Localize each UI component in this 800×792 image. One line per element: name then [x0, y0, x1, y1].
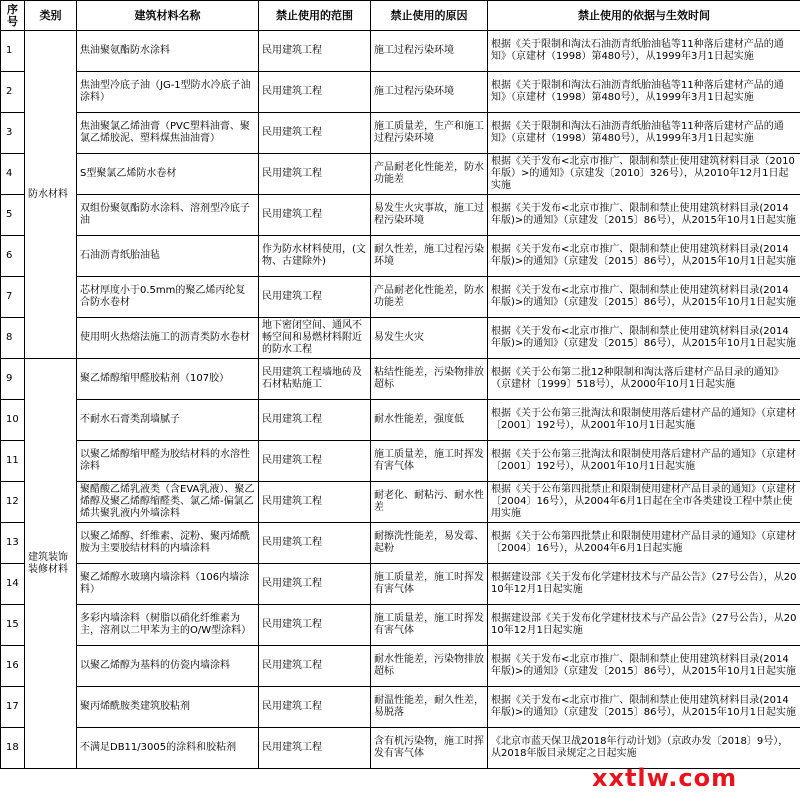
reason-cell: 耐老化、耐粘污、耐水性差 [371, 482, 488, 523]
scope-cell: 民用建筑工程 [259, 523, 371, 564]
material-name: 不满足DB11/3005的涂料和胶粘剂 [77, 728, 259, 769]
basis-cell: 根据《关于发布<北京市推广、限制和禁止使用建筑材料目录(2014年版)>的通知》（京建发〔2015〕86号），从2015年10月1日起实施 [488, 195, 800, 236]
basis-cell: 根据《关于限制和淘汰石油沥青纸胎油毡等11种落后建材产品的通知》（京建材（1998）第480号），从1999年3月1日起实施 [488, 72, 800, 113]
table-row [1, 482, 800, 523]
reason-cell: 耐温性能差，耐久性差，易脱落 [371, 687, 488, 728]
row-number: 1 [1, 31, 25, 72]
scope-cell: 民用建筑工程 [259, 605, 371, 646]
reason-cell: 施工质量差，施工时挥发有害气体 [371, 564, 488, 605]
table-row [1, 154, 800, 195]
table-row [1, 359, 800, 400]
basis-cell: 根据《关于公布第三批淘汰和限制使用落后建材产品的通知》（京建材〔2001〕192号），从2001年10月1日起实施 [488, 400, 800, 441]
reason-cell: 施工质量差，生产和施工过程污染环境 [371, 113, 488, 154]
material-name: 石油沥青纸胎油毡 [77, 236, 259, 277]
row-number: 12 [1, 482, 25, 523]
watermark-logo: xxtlw.com [592, 764, 738, 792]
row-number: 9 [1, 359, 25, 400]
header-category: 类别 [25, 1, 77, 31]
basis-cell: 根据《关于发布<北京市推广、限制和禁止使用建筑材料目录(2014年版)>的通知》（京建发〔2015〕86号），从2015年10月1日起实施 [488, 318, 800, 359]
table-row [1, 728, 800, 769]
material-name: 焦油聚氨酯防水涂料 [77, 31, 259, 72]
reason-cell: 易发生火灾 [371, 318, 488, 359]
row-number: 2 [1, 72, 25, 113]
table-row [1, 236, 800, 277]
material-name: 聚醋酸乙烯乳液类（含EVA乳液）、聚乙烯醇及聚乙烯醇缩醛类、氯乙烯-偏氯乙烯共聚乳液内外墙涂料 [77, 482, 259, 523]
material-name: 多彩内墙涂料（树脂以硝化纤维素为主，溶剂以二甲苯为主的O/W型涂料） [77, 605, 259, 646]
scope-cell: 民用建筑工程 [259, 687, 371, 728]
row-number: 4 [1, 154, 25, 195]
reason-cell: 施工过程污染环境 [371, 31, 488, 72]
table-row [1, 195, 800, 236]
scope-cell: 作为防水材料使用，(文物、古建除外) [259, 236, 371, 277]
reason-cell: 耐久性差，施工过程污染环境 [371, 236, 488, 277]
material-name: 不耐水石膏类刮墙腻子 [77, 400, 259, 441]
scope-cell: 民用建筑工程 [259, 195, 371, 236]
basis-cell: 根据《关于发布<北京市推广、限制和禁止使用建筑材料目录（2010年版）>的通知》（京建发〔2010〕326号），从2010年12月1日起实施 [488, 154, 800, 195]
table-row [1, 441, 800, 482]
basis-cell: 根据《关于限制和淘汰石油沥青纸胎油毡等11种落后建材产品的通知》（京建材（1998）第480号），从1999年3月1日起实施 [488, 31, 800, 72]
basis-cell: 根据《关于发布<北京市推广、限制和禁止使用建筑材料目录(2014年版)>的通知》（京建发〔2015〕86号），从2015年10月1日起实施 [488, 236, 800, 277]
basis-cell: 根据《关于公布第四批禁止和限制使用建材产品目录的通知》（京建材〔2004〕16号），从2004年6月1日起实施 [488, 523, 800, 564]
scope-cell: 民用建筑工程 [259, 113, 371, 154]
reason-cell: 耐擦洗性能差，易发霉、起粉 [371, 523, 488, 564]
scope-cell: 民用建筑工程 [259, 154, 371, 195]
header-row [1, 1, 800, 31]
row-number: 3 [1, 113, 25, 154]
basis-cell: 根据建设部《关于发布化学建材技术与产品公告》（27号公告），从2010年12月1日起实施 [488, 605, 800, 646]
table-row [1, 31, 800, 72]
scope-cell: 民用建筑工程 [259, 441, 371, 482]
scope-cell: 民用建筑工程 [259, 72, 371, 113]
table-row [1, 72, 800, 113]
row-number: 6 [1, 236, 25, 277]
basis-cell: 根据《关于发布<北京市推广、限制和禁止使用建筑材料目录(2014年版)>的通知》（京建发〔2015〕86号），从2015年10月1日起实施 [488, 646, 800, 687]
material-name: 聚乙烯醇缩甲醛胶粘剂（107胶） [77, 359, 259, 400]
reason-cell: 施工过程污染环境 [371, 72, 488, 113]
material-name: 焦油型冷底子油（JG-1型防水冷底子油涂料） [77, 72, 259, 113]
basis-cell: 根据《关于发布<北京市推广、限制和禁止使用建筑材料目录(2014年版)>的通知》（京建发〔2015〕86号），从2015年10月1日起实施 [488, 277, 800, 318]
header-material-name: 建筑材料名称 [77, 1, 259, 31]
material-name: 焦油聚氯乙烯油膏（PVC塑料油膏、聚氯乙烯胶泥、塑料煤焦油油膏） [77, 113, 259, 154]
row-number: 8 [1, 318, 25, 359]
row-number: 5 [1, 195, 25, 236]
table-row [1, 687, 800, 728]
reason-cell: 产品耐老化性能差，防水功能差 [371, 154, 488, 195]
material-name: 聚丙烯酰胺类建筑胶粘剂 [77, 687, 259, 728]
material-name: 以聚乙烯醇缩甲醛为胶结材料的水溶性涂料 [77, 441, 259, 482]
row-number: 18 [1, 728, 25, 769]
scope-cell: 民用建筑工程 [259, 277, 371, 318]
row-number: 10 [1, 400, 25, 441]
material-name: 双组份聚氨酯防水涂料、溶剂型冷底子油 [77, 195, 259, 236]
basis-cell: 根据《关于公布第二批12种限制和淘汰落后建材产品目录的通知》（京建材〔1999〕518号），从2000年10月1日起实施 [488, 359, 800, 400]
header-basis: 禁止使用的依据与生效时间 [488, 1, 800, 31]
material-name: 聚乙烯醇水玻璃内墙涂料（106内墙涂料） [77, 564, 259, 605]
material-name: 使用明火热熔法施工的沥青类防水卷材 [77, 318, 259, 359]
basis-cell: 根据《关于限制和淘汰石油沥青纸胎油毡等11种落后建材产品的通知》（京建材（1998）第480号），从1999年3月1日起实施 [488, 113, 800, 154]
table-row [1, 113, 800, 154]
material-name: S型聚氯乙烯防水卷材 [77, 154, 259, 195]
row-number: 16 [1, 646, 25, 687]
basis-cell: 根据《关于公布第四批禁止和限制使用建材产品目录的通知》（京建材〔2004〕16号），从2004年6月1日起在全市各类建设工程中禁止使用实施 [488, 482, 800, 523]
row-number: 11 [1, 441, 25, 482]
row-number: 7 [1, 277, 25, 318]
reason-cell: 产品耐老化性能差，防水功能差 [371, 277, 488, 318]
reason-cell: 耐水性能差，污染物排放超标 [371, 646, 488, 687]
reason-cell: 施工质量差，施工时挥发有害气体 [371, 441, 488, 482]
row-number: 14 [1, 564, 25, 605]
basis-cell: 《北京市蓝天保卫战2018年行动计划》（京政办发〔2018〕9号），从2018年版目录规定之日起实施 [488, 728, 800, 769]
material-name: 以聚乙烯醇、纤维素、淀粉、聚丙烯酰胺为主要胶结材料的内墙涂料 [77, 523, 259, 564]
basis-cell: 根据建设部《关于发布化学建材技术与产品公告》（27号公告），从2010年12月1日起实施 [488, 564, 800, 605]
row-number: 13 [1, 523, 25, 564]
scope-cell: 民用建筑工程 [259, 482, 371, 523]
reason-cell: 粘结性能差，污染物排放超标 [371, 359, 488, 400]
row-number: 17 [1, 687, 25, 728]
reason-cell: 含有机污染物，施工时挥发有害气体 [371, 728, 488, 769]
scope-cell: 民用建筑工程 [259, 728, 371, 769]
basis-cell: 根据《关于发布<北京市推广、限制和禁止使用建筑材料目录(2014年版)>的通知》（京建发〔2015〕86号），从2015年10月1日起实施 [488, 687, 800, 728]
table-row [1, 318, 800, 359]
table-row [1, 400, 800, 441]
scope-cell: 民用建筑工程 [259, 564, 371, 605]
category-cell: 建筑装饰装修材料 [25, 359, 77, 769]
scope-cell: 地下密闭空间、通风不畅空间和易燃材料附近的防水工程 [259, 318, 371, 359]
table-row [1, 277, 800, 318]
basis-cell: 根据《关于公布第三批淘汰和限制使用落后建材产品的通知》（京建材〔2001〕192号），从2001年10月1日起实施 [488, 441, 800, 482]
reason-cell: 耐水性能差，强度低 [371, 400, 488, 441]
header-scope: 禁止使用的范围 [259, 1, 371, 31]
row-number: 15 [1, 605, 25, 646]
material-name: 芯材厚度小于0.5mm的聚乙烯丙纶复合防水卷材 [77, 277, 259, 318]
reason-cell: 易发生火灾事故，施工过程污染环境 [371, 195, 488, 236]
category-cell: 防水材料 [25, 31, 77, 359]
header-seq: 序号 [1, 1, 25, 31]
scope-cell: 民用建筑工程 [259, 646, 371, 687]
table-row [1, 564, 800, 605]
table-row [1, 605, 800, 646]
scope-cell: 民用建筑工程 [259, 400, 371, 441]
scope-cell: 民用建筑工程墙地砖及石材粘贴施工 [259, 359, 371, 400]
material-name: 以聚乙烯醇为基料的仿瓷内墙涂料 [77, 646, 259, 687]
table-row [1, 523, 800, 564]
scope-cell: 民用建筑工程 [259, 31, 371, 72]
reason-cell: 施工质量差，施工时挥发有害气体 [371, 605, 488, 646]
table-row [1, 646, 800, 687]
header-reason: 禁止使用的原因 [371, 1, 488, 31]
